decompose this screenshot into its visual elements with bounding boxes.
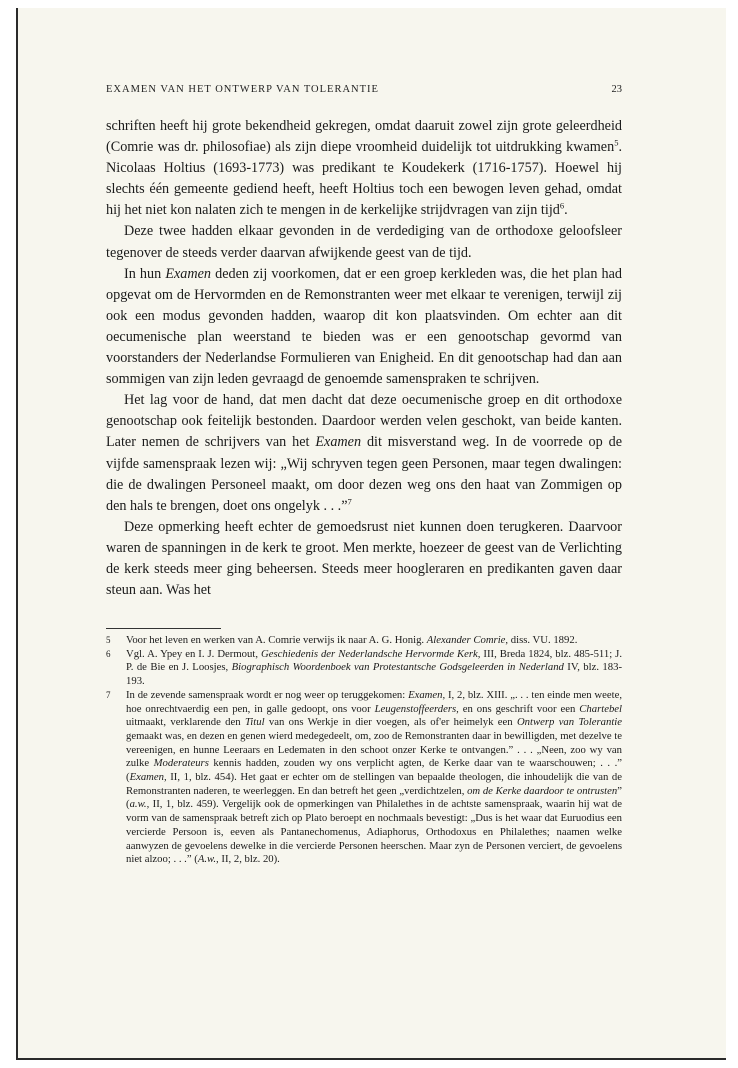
text-run: dit misverstand weg. In de voorrede op de vijfde samenspraak lezen wij: „Wij schryven tegen geen Personen, maar tegen dwalingen: die de dwalingen Personeel maakt, om door dezen weg ons den haat van Zommigen op den hals te brengen, doet ons ongelyk . . .” bbox=[106, 434, 622, 514]
text-run: uitmaakt, verklarende den bbox=[126, 716, 245, 729]
italic-text: Leugenstoffeerders, bbox=[374, 702, 459, 715]
italic-text: Alexander Comrie bbox=[426, 634, 506, 646]
paragraph-5: Deze opmerking heeft echter de gemoedsrust niet kunnen doen terugkeren. Daarvoor waren de spanningen in de kerk te groot. Men merkte, hoezeer de geest van de Verlichting de kerk steeds meer ging beheersen. Steeds meer hoogleraren en predikanten gaven daar steun aan. Was het bbox=[106, 518, 622, 599]
footnote-6 bbox=[106, 648, 622, 689]
footnote-ref: 6 bbox=[559, 200, 565, 211]
footnote-divider bbox=[106, 628, 221, 629]
text-run: IV, blz. 183-193. bbox=[126, 661, 623, 688]
italic-text: Examen, bbox=[408, 688, 446, 701]
text-run: . bbox=[564, 202, 568, 219]
italic-text: Chartebel bbox=[579, 702, 622, 715]
text-run: II, 1, blz. 454). Het gaat er echter om de stellingen van bepaalde theologen, die inhoudelijk die van de Remonstranten naderen, te weerleggen. En dan betreft het geen „verdichtzelen, bbox=[126, 771, 622, 797]
text-run: ” ( bbox=[126, 784, 622, 811]
text-run: I, 2, blz. XIII. „. . . ten einde men weete, hoe onrechtvaerdig een pen, in galle gedoopt, ons voor bbox=[126, 688, 622, 715]
italic-text: Biographisch Woordenboek van Protestantsche Godsgeleerden in Nederland bbox=[231, 661, 564, 674]
text-run: gemaakt was, en dezen en genen wierd medegedeelt, om, zoo de Remonstranten daar in bewilligden, met dezelve te vereenigen, en hunne Leeraars en Ledematen in den schoot onzer Kerke te ontvangen.” . . . „Neen, zoo wy van zulke bbox=[126, 729, 622, 770]
text-run: II, 2, blz. 20). bbox=[218, 853, 280, 866]
footnote-mark: 6 bbox=[106, 648, 111, 659]
footnote-7 bbox=[106, 689, 622, 867]
text-run: Vgl. A. Ypey en I. J. Dermout, bbox=[126, 647, 261, 660]
body-text bbox=[106, 116, 622, 601]
footnote-ref: 7 bbox=[347, 495, 352, 506]
running-head bbox=[106, 84, 622, 95]
text-run: III, Breda 1824, blz. 485-511; J. P. de Bie en J. Loosjes, bbox=[126, 647, 622, 674]
text-run: II, 1, blz. 459). Vergelijk ook de opmerkingen van Philalethes in de achtste samenspraak, waarin hij wat de vorm van de samenspraak betreft zich op Plato beroept en nochmaals bevestigt: „Dus is het waar dat Euruodius een vercierde Persoon is, eeven als Pantanechomenus, Adiaphorus, Orthodoxus en Philalethes; naamen welke aanwyzen de gevoelens dewelke in die vercierde Personen heerschen. Maar zyn de Personen verciert, de gevoelens niet alzoo; . . .” ( bbox=[126, 798, 622, 866]
italic-text: Examen, bbox=[129, 771, 167, 784]
italic-text: a.w., bbox=[129, 798, 150, 811]
paragraph-1 bbox=[106, 116, 622, 221]
text-run: , diss. VU. 1892. bbox=[505, 634, 578, 646]
footnotes bbox=[106, 634, 622, 867]
text-run: In hun bbox=[124, 265, 166, 282]
text-run: Voor het leven en werken van A. Comrie verwijs ik naar A. G. Honig. bbox=[126, 634, 427, 646]
text-run: en ons geschrift voor een bbox=[458, 702, 580, 715]
text-run: Het lag voor de hand, dat men dacht dat deze oecumenische groep en dit orthodoxe genootschap ook feitelijk bestonden. Daardoor werden velen geschokt, van beide kanten. Later nemen de schrijvers van het bbox=[106, 392, 622, 451]
footnote-mark: 5 bbox=[106, 635, 111, 645]
page-number: 23 bbox=[611, 84, 622, 95]
italic-text: Geschiedenis der Nederlandsche Hervormde Kerk, bbox=[261, 647, 481, 660]
italic-text: Moderateurs bbox=[153, 757, 209, 770]
paragraph-2: Deze twee hadden elkaar gevonden in de verdediging van de orthodoxe geloofsleer tegenover de steeds verder daarvan afwijkende geest van de tijd. bbox=[106, 223, 622, 261]
footnote-ref: 5 bbox=[614, 137, 619, 148]
paragraph-3 bbox=[106, 264, 622, 391]
text-run: schriften heeft hij grote bekendheid gekregen, omdat daaruit zowel zijn grote geleerdheid (Comrie was dr. philosofiae) als zijn diepe vroomheid duidelijk tot uitdrukking kwamen bbox=[106, 118, 622, 156]
italic-text: Titul bbox=[244, 716, 265, 729]
text-run: van ons Werkje in dier voegen, als of'er heimelyk een bbox=[264, 716, 517, 729]
italic-text: Ontwerp van Tolerantie bbox=[516, 716, 623, 729]
italic-title: Examen bbox=[165, 265, 212, 282]
text-run: In de zevende samenspraak wordt er nog weer op teruggekomen: bbox=[126, 688, 409, 701]
italic-title: Examen bbox=[315, 434, 362, 451]
italic-text: om de Kerke daardoor te ontrusten bbox=[467, 784, 618, 797]
running-head-title: EXAMEN VAN HET ONTWERP VAN TOLERANTIE bbox=[106, 84, 379, 95]
text-run: kennis hadden, zouden wy ons verplicht agten, de Kerke daar van te waarschouwen; . . .” ( bbox=[126, 757, 622, 784]
text-run: . Nicolaas Holtius (1693-1773) was predikant te Koudekerk (1716-1757). Hoewel hij slechts één gemeente gediend heeft, heeft Holtius toch een bewogen leven gehad, omdat hij het niet kon nalaten zich te mengen in de kerkelijke strijdvragen van zijn tijd bbox=[106, 139, 622, 219]
text-run: deden zij voorkomen, dat er een groep kerkleden was, die het plan had opgevat om de Hervormden en de Remonstranten weer met elkaar te verenigen, terwijl zij ook een modus gevonden hadden, waarop dit kon plaatsvinden. Om echter aan dit oecumenische plan weerstand te bieden was er een genootschap gevormd van voorstanders der Nederlandse Formulieren van Enigheid. En dit genootschap had dan aan sommigen van zijn leden gevraagd de genoemde samenspraken te schrijven. bbox=[106, 265, 623, 388]
footnote-5 bbox=[106, 634, 622, 648]
italic-text: A.w., bbox=[197, 853, 219, 866]
footnote-mark: 7 bbox=[106, 689, 111, 700]
book-page bbox=[16, 8, 726, 1060]
paragraph-4 bbox=[106, 390, 622, 517]
